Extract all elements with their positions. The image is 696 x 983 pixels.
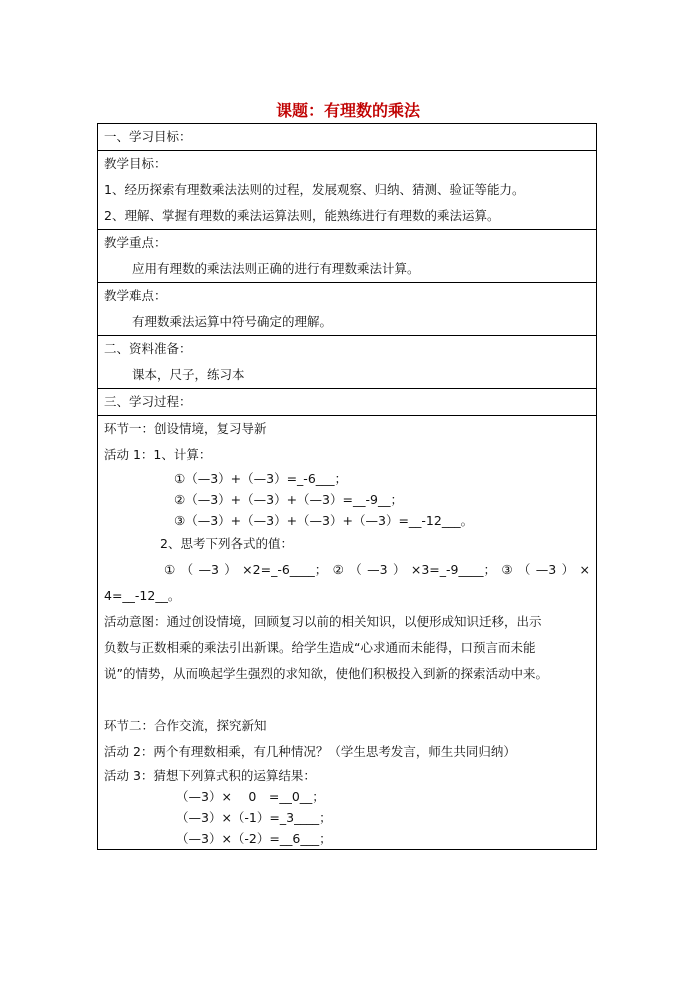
blank-line xyxy=(104,687,590,713)
difficulties-text: 有理数乘法运算中符号确定的理解。 xyxy=(132,314,333,329)
calc-item: ①（—3）+（—3）=_-6___； xyxy=(174,471,348,486)
activity-one: 活动 1：1、计算： xyxy=(104,447,212,462)
process-header-cell xyxy=(98,389,597,416)
key-points-row xyxy=(98,230,597,283)
calc-item: ③（—3）+（—3）+（—3）+（—3）=__-12___。 xyxy=(174,513,474,528)
teaching-goal-item: 2、理解、掌握有理数的乘法运算法则，能熟练进行有理数的乘法运算。 xyxy=(104,208,500,223)
process-cell xyxy=(98,416,597,850)
guess-item: （—3）×（-2）=__6___； xyxy=(176,831,332,846)
key-points-cell xyxy=(98,230,597,283)
stage-one-heading: 环节一：创设情境，复习导新 xyxy=(104,421,267,436)
goals-header-cell xyxy=(98,124,597,151)
activity-two: 活动 2：两个有理数相乘，有几种情况？（学生思考发言，师生共同归纳） xyxy=(104,744,516,759)
page-title: 课题：有理数的乘法 xyxy=(275,101,420,120)
goals-header: 一、学习目标： xyxy=(104,129,192,144)
teaching-goals-row xyxy=(98,151,597,230)
difficulties-row xyxy=(98,283,597,336)
process-header: 三、学习过程： xyxy=(104,394,192,409)
think-line: 4=__-12__。 xyxy=(104,588,181,603)
activity-intent-line: 负数与正数相乘的乘法引出新课。给学生造成“心求通而未能得，口预言而未能 xyxy=(104,640,536,655)
activity-intent-line: 说”的情势，从而唤起学生强烈的求知欲，使他们积极投入到新的探索活动中来。 xyxy=(104,666,548,681)
materials-row xyxy=(98,336,597,389)
key-points-text: 应用有理数的乘法法则正确的进行有理数乘法计算。 xyxy=(132,261,420,276)
teaching-goals-cell xyxy=(98,151,597,230)
materials-label: 二、资料准备： xyxy=(104,341,192,356)
activity-three: 活动 3：猜想下列算式积的运算结果： xyxy=(104,768,316,783)
think-line: ①（—3）×2=_-6____；②（—3）×3=_-9____；③（—3）× xyxy=(164,562,590,577)
calc-item: ②（—3）+（—3）+（—3）=__-9__； xyxy=(174,492,403,507)
process-header-row xyxy=(98,389,597,416)
activity-intent-line: 活动意图：通过创设情境，回顾复习以前的相关知识，以便形成知识迁移，出示 xyxy=(104,614,542,629)
stage-two-heading: 环节二：合作交流，探究新知 xyxy=(104,718,267,733)
lesson-plan-table xyxy=(97,123,597,850)
process-row xyxy=(98,416,597,850)
teaching-goal-item: 1、经历探索有理数乘法法则的过程，发展观察、归纳、猜测、验证等能力。 xyxy=(104,182,525,197)
difficulties-label: 教学难点： xyxy=(104,288,167,303)
materials-text: 课本，尺子，练习本 xyxy=(132,367,245,382)
goals-header-row xyxy=(98,124,597,151)
difficulties-cell xyxy=(98,283,597,336)
key-points-label: 教学重点： xyxy=(104,235,167,250)
guess-item: （—3）×（-1）=_3____； xyxy=(176,810,332,825)
guess-item: （—3）× 0 =__0__； xyxy=(176,789,325,804)
teaching-goals-label: 教学目标： xyxy=(104,156,167,171)
think-prompt: 2、思考下列各式的值： xyxy=(160,536,293,551)
materials-cell xyxy=(98,336,597,389)
